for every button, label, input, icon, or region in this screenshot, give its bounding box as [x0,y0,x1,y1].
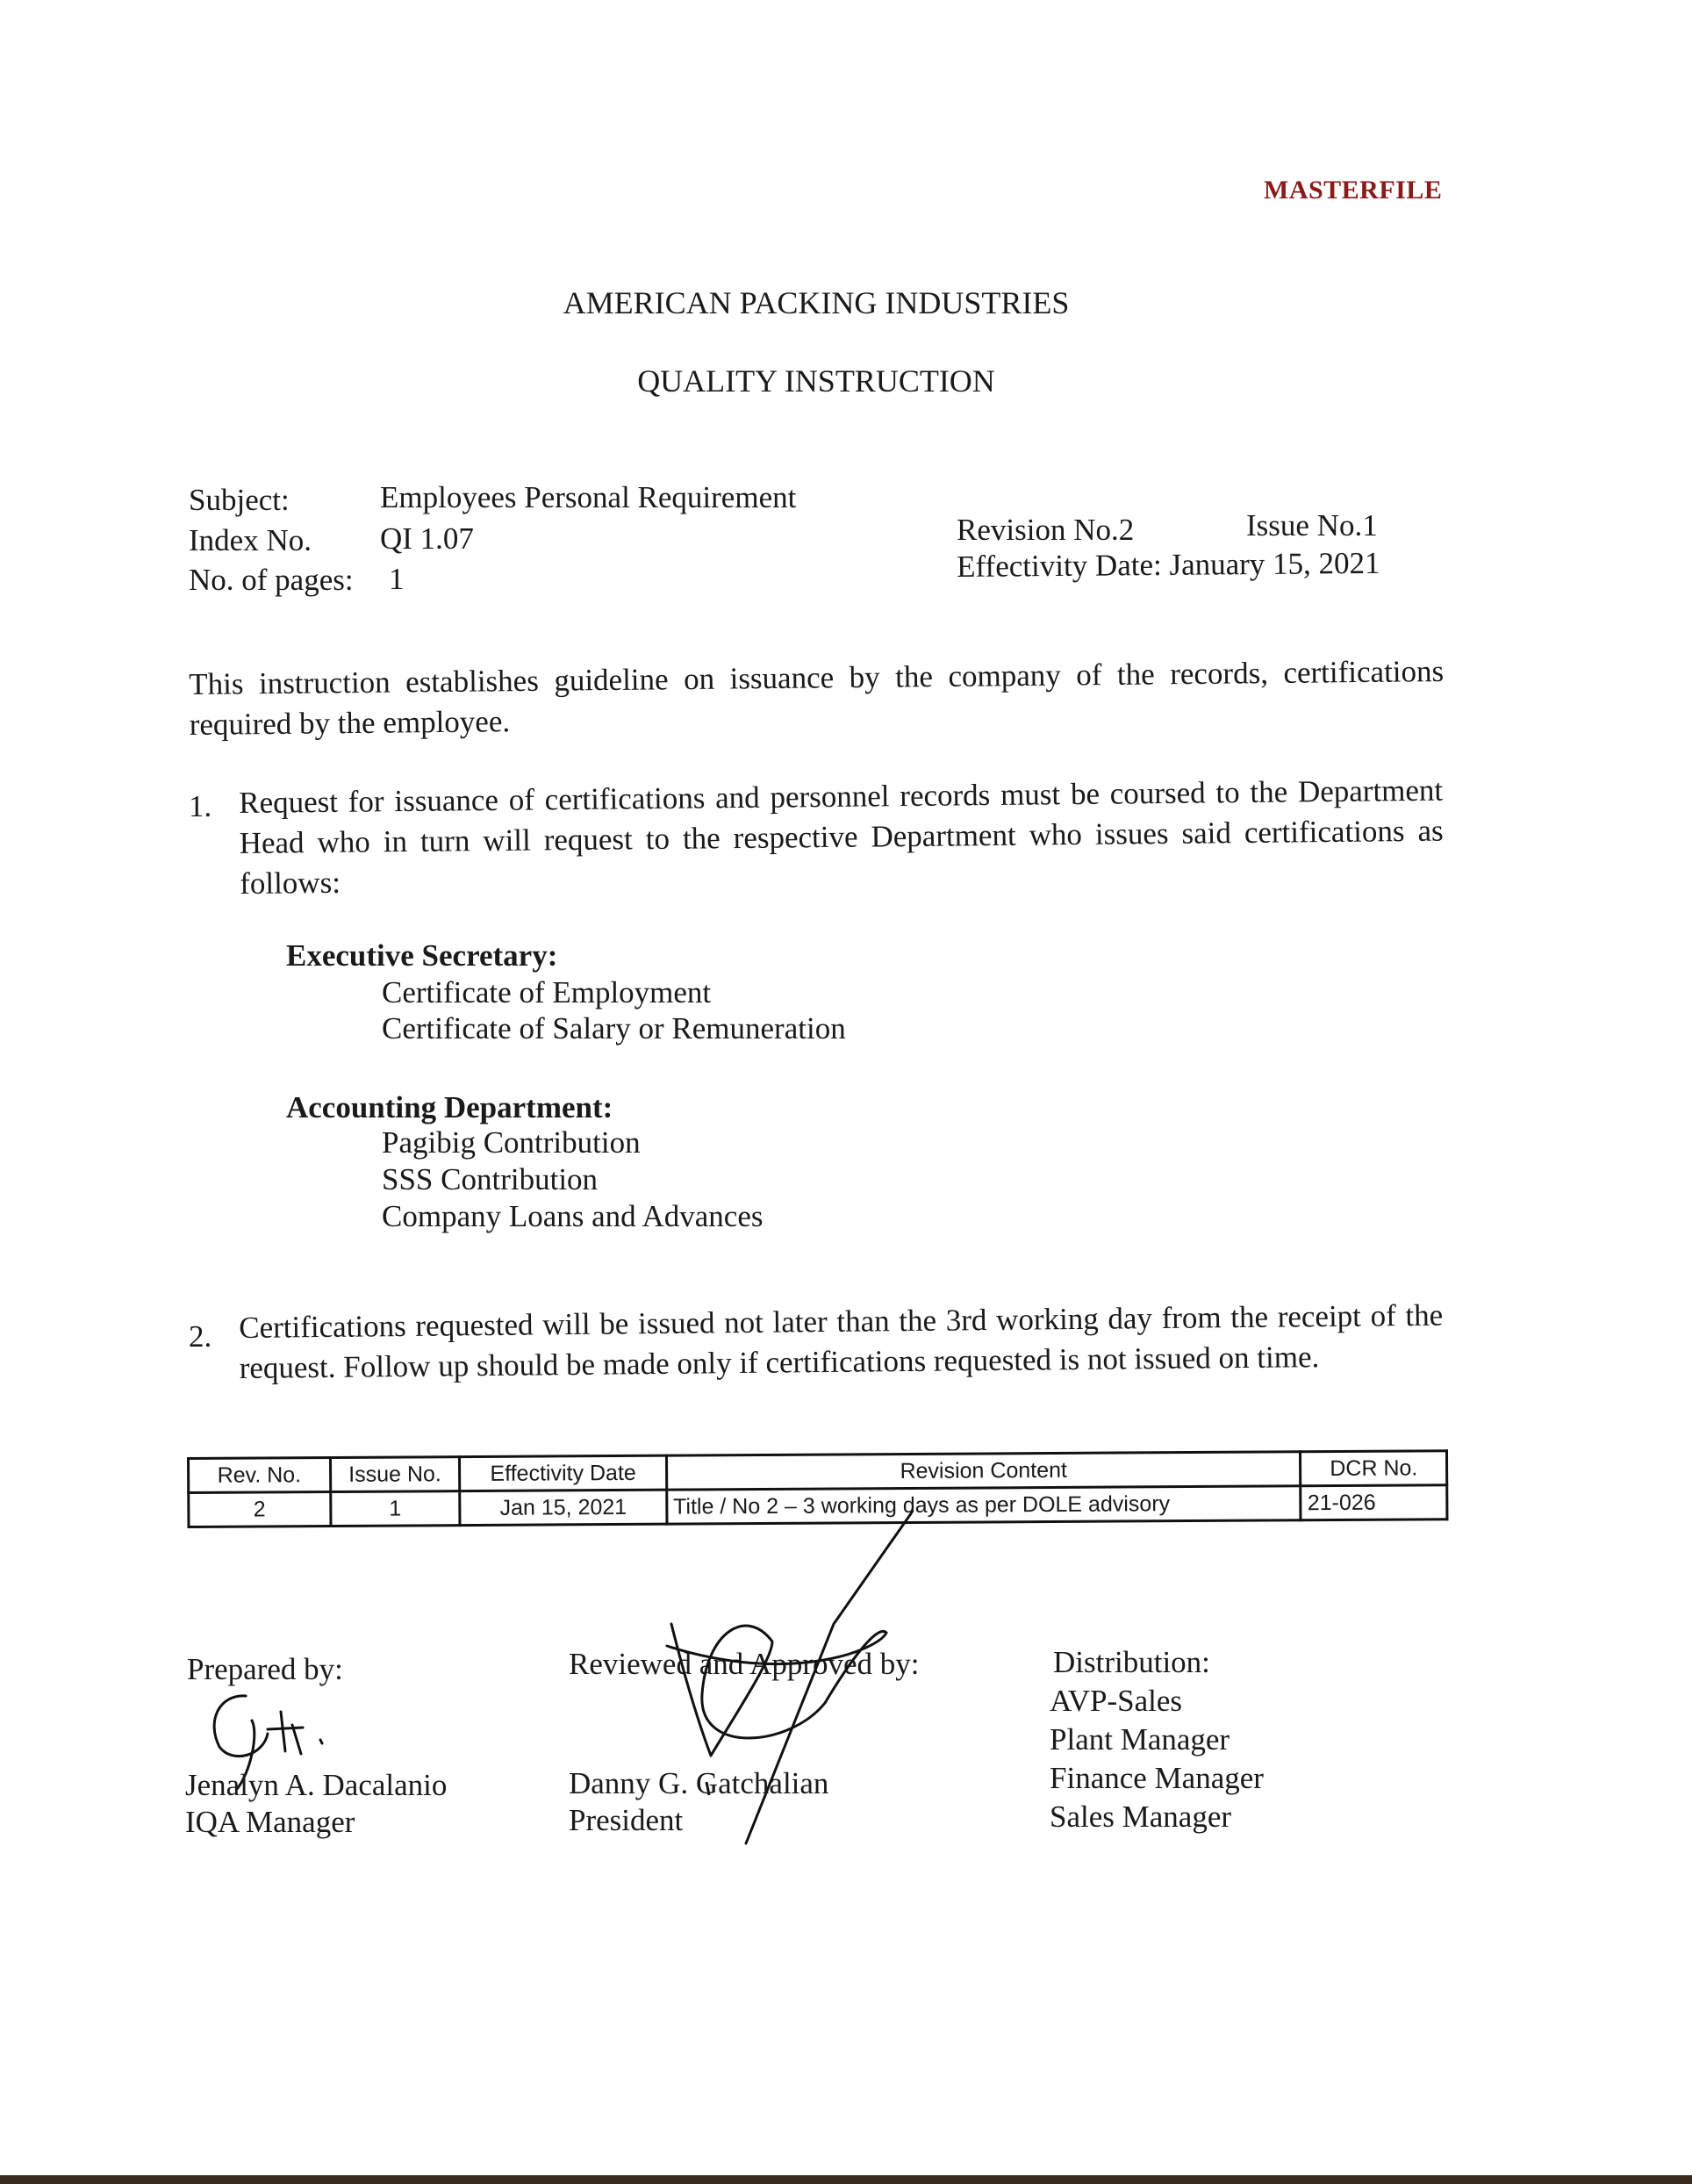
table-cell: 1 [330,1491,460,1527]
effectivity-date: Effectivity Date: January 15, 2021 [957,545,1380,584]
dept-entry: Certificate of Employment [382,975,712,1009]
prepared-by-label: Prepared by: [187,1652,343,1686]
pages-label: No. of pages: [189,563,354,597]
index-label: Index No. [189,523,312,557]
masterfile-stamp: MASTERFILE [1264,176,1443,205]
distribution-label: Distribution: [1053,1645,1210,1679]
dept-accounting: Accounting Department: [286,1090,613,1124]
dept-entry: SSS Contribution [382,1162,599,1196]
distribution-item: Sales Manager [1050,1800,1232,1834]
distribution-item: Finance Manager [1050,1761,1264,1795]
intro-paragraph: This instruction establishes guideline on issuance by the company of the records, certifications required by the employee. [189,654,1445,742]
dept-entry: Pagibig Contribution [382,1125,641,1160]
table-header-cell: Revision Content [666,1452,1301,1490]
approved-title: President [569,1803,684,1837]
company-name: AMERICAN PACKING INDUSTRIES [563,285,1070,320]
table-header-cell: Issue No. [330,1457,460,1492]
subject-label: Subject: [189,483,290,517]
subject-value: Employees Personal Requirement [380,480,797,514]
item-2-number: 2. [189,1319,212,1354]
item-1-number: 1. [189,789,212,823]
item-2-text: Certifications requested will be issued not later than the 3rd working day from the receipt of the request. Follow up should be made only if certifications requested is not issued on time. [239,1297,1444,1385]
table-header-cell: Effectivity Date [460,1455,667,1491]
revision-number: Revision No.2 [957,513,1135,547]
table-cell: Jan 15, 2021 [460,1490,667,1525]
prepared-title: IQA Manager [185,1805,355,1839]
pages-value: 1 [389,562,405,596]
document-type: QUALITY INSTRUCTION [637,363,995,399]
item-1-text: Request for issuance of certifications and personnel records must be coursed to the Department Head who in turn will request to the respective Department who issues said certifications as follows: [239,772,1444,901]
table-header-cell: Rev. No. [189,1458,331,1493]
distribution-item: Plant Manager [1050,1722,1230,1757]
index-value: QI 1.07 [380,521,474,556]
table-cell: 2 [189,1492,331,1527]
prepared-name: Jenalyn A. Dacalanio [185,1768,448,1802]
distribution-item: AVP-Sales [1050,1684,1183,1718]
dept-executive-secretary: Executive Secretary: [286,938,558,973]
table-cell: Title / No 2 – 3 working days as per DOLE advisory [667,1486,1301,1524]
dept-entry: Company Loans and Advances [382,1199,764,1233]
issue-number: Issue No.1 [1246,508,1378,542]
approved-by-label: Reviewed and Approved by: [569,1647,920,1681]
table-cell: 21-026 [1301,1485,1447,1520]
scan-edge [0,2175,1692,2184]
approved-name: Danny G. Gatchalian [569,1766,829,1800]
table-header-cell: DCR No. [1301,1451,1447,1486]
dept-entry: Certificate of Salary or Remuneration [382,1011,846,1045]
